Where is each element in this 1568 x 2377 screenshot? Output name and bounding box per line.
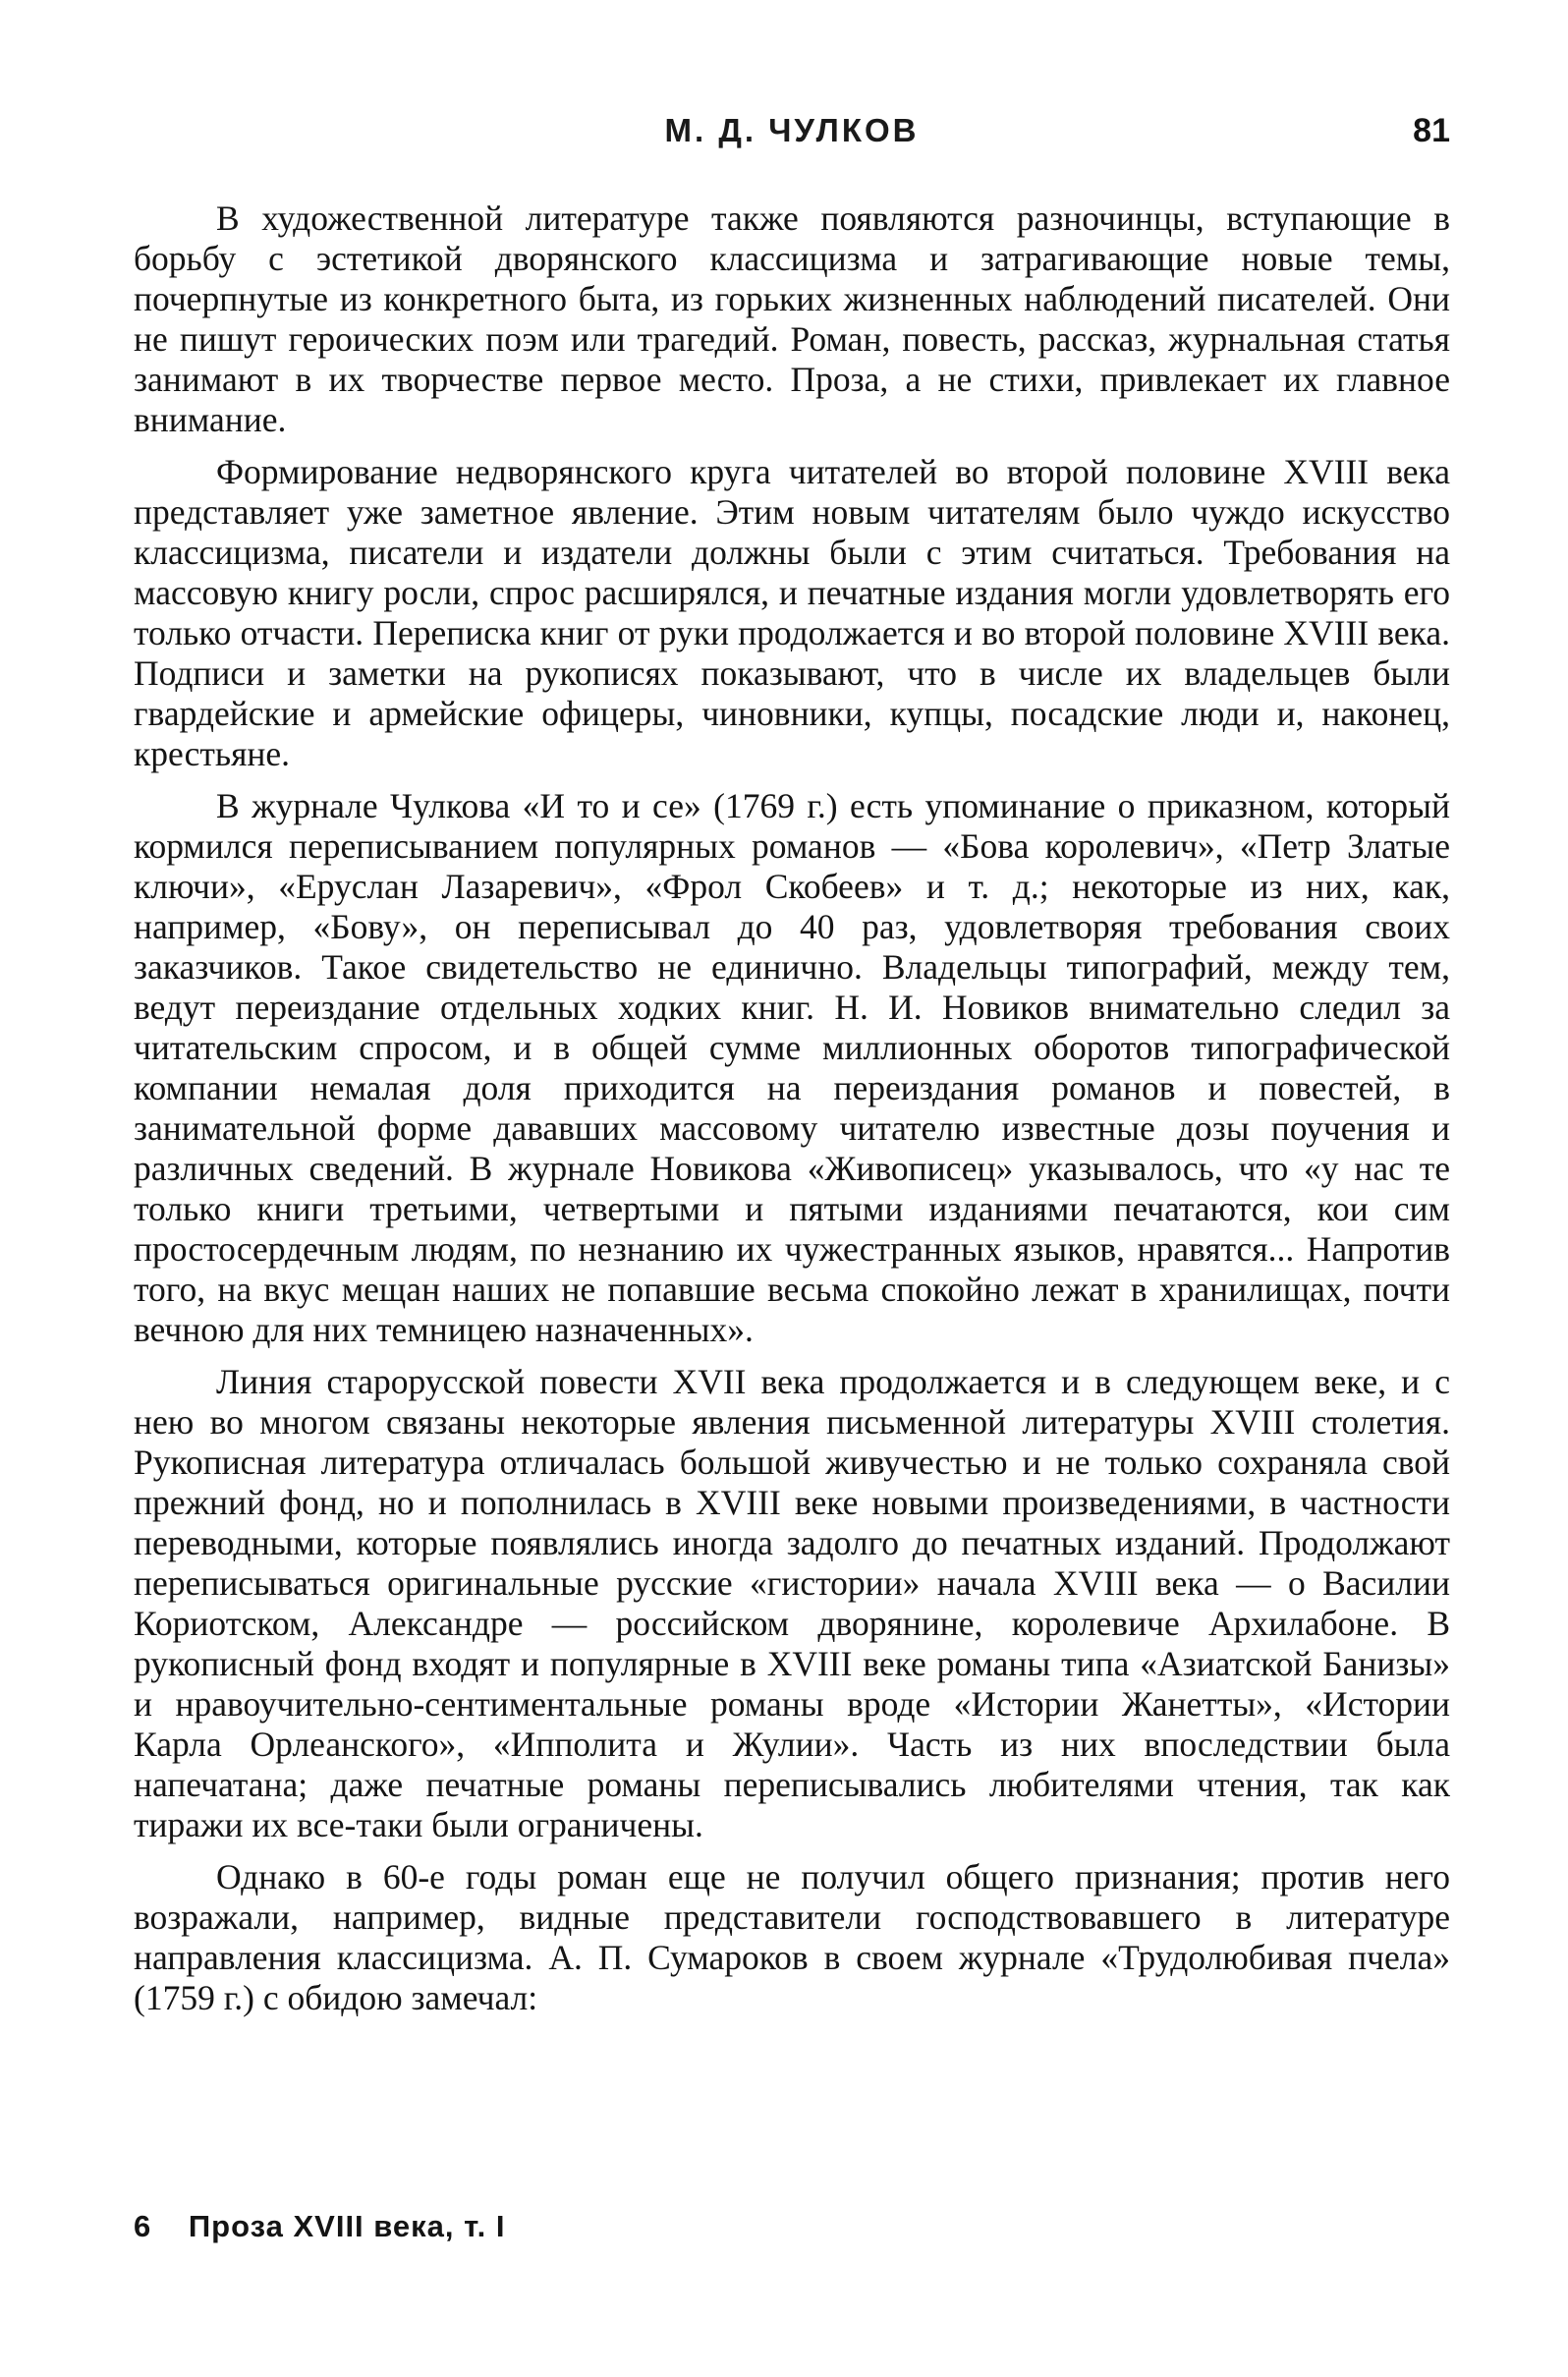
paragraph-3: В журнале Чулкова «И то и се» (1769 г.) есть упоминание о приказном, который кормился переписыванием популярных романов — «Бова королевич», «Петр Златые ключи», «Еруслан Лазаревич», «Фрол Скобеев» и т. д.; некоторые из них, как, например, «Бову», он переписывал до 40 раз, удовлетворяя требования своих заказчиков. Такое свидетельство не единично. Владельцы типографий, между тем, ведут переиздание отдельных ходких книг. Н. И. Новиков внимательно следил за читательским спросом, и в общей сумме миллионных оборотов типографической компании немалая доля приходится на переиздания романов и повестей, в занимательной форме дававших массовому читателю известные дозы поучения и различных сведений. В журнале Новикова «Живописец» указывалось, что «у нас те только книги третьими, четвертыми и пятыми изданиями печатаются, кои сим простосердечным людям, по незнанию их чужестранных языков, нравятся... Напротив того, на вкус мещан наших не попавшие весьма спокойно лежат в хранилищах, почти вечною для них темницею назначенных». [134, 786, 1450, 1349]
running-title: М. Д. ЧУЛКОВ [664, 112, 920, 148]
paragraph-4: Линия старорусской повести XVII века продолжается и в следующем веке, и с нею во многом связаны некоторые явления письменной литературы XVIII столетия. Рукописная литература отличалась большой живучестью и не только сохраняла свой прежний фонд, но и пополнилась в XVIII веке новыми произведениями, в частности переводными, которые появлялись иногда задолго до печатных изданий. Продолжают переписываться оригинальные русские «гистории» начала XVIII века — о Василии Кориотском, Александре — российском дворянине, королевиче Архилабоне. В рукописный фонд входят и популярные в XVIII веке романы типа «Азиатской Банизы» и нравоучительно-сентиментальные романы вроде «Истории Жанетты», «Истории Карла Орлеанского», «Ипполита и Жулии». Часть из них впоследствии была напечатана; даже печатные романы переписывались любителями чтения, так как тиражи их все-таки были ограничены. [134, 1362, 1450, 1844]
body-text [134, 198, 1450, 2018]
paragraph-5: Однако в 60-е годы роман еще не получил общего признания; против него возражали, например, видные представители господствовавшего в литературе направления классицизма. А. П. Сумароков в своем журнале «Трудолюбивая пчела» (1759 г.) с обидою замечал: [134, 1857, 1450, 2017]
page-number: 81 [1413, 112, 1450, 149]
signature-number: 6 [134, 2209, 152, 2243]
signature-text: Проза XVIII века, т. I [188, 2209, 506, 2243]
paragraph-2: Формирование недворянского круга читателей во второй половине XVIII века представляет уже заметное явление. Этим новым читателям было чуждо искусство классицизма, писатели и издатели должны были с этим считаться. Требования на массовую книгу росли, спрос расширялся, и печатные издания могли удовлетворять его только отчасти. Переписка книг от руки продолжается и во второй половине XVIII века. Подписи и заметки на рукописях показывают, что в числе их владельцев были гвардейские и армейские офицеры, чиновники, купцы, посадские люди и, наконец, крестьяне. [134, 452, 1450, 773]
running-head [134, 112, 1450, 171]
printer-signature [134, 2209, 505, 2244]
book-page [134, 98, 1450, 2319]
paragraph-1: В художественной литературе также появляются разночинцы, вступающие в борьбу с эстетикой дворянского классицизма и затрагивающие новые темы, почерпнутые из конкретного быта, из горьких жизненных наблюдений писателей. Они не пишут героических поэм или трагедий. Роман, повесть, рассказ, журнальная статья занимают в их творчестве первое место. Проза, а не стихи, привлекает их главное внимание. [134, 198, 1450, 439]
